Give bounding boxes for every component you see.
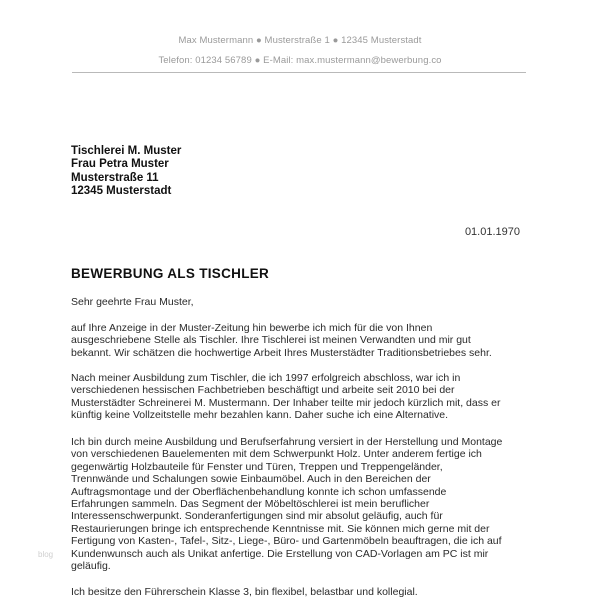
header-divider bbox=[72, 72, 526, 73]
text-line: Nach meiner Ausbildung zum Tischler, die ich 1997 erfolgreich abschloss, war ich in bbox=[71, 372, 461, 384]
letter-subject: BEWERBUNG ALS TISCHLER bbox=[71, 266, 270, 281]
text-line: Restaurierungen bringe ich entsprechende Kenntnisse mit. Sie können mich gerne mit der bbox=[71, 522, 490, 535]
sender-contact-line: Telefon: 01234 56789 ● E-Mail: max.mustermann@bewerbung.co bbox=[158, 55, 442, 66]
sender-address-line: Max Mustermann ● Musterstraße 1 ● 12345 Musterstadt bbox=[178, 35, 422, 46]
letter-date: 01.01.1970 bbox=[464, 226, 520, 238]
salutation: Sehr geehrte Frau Muster, bbox=[71, 296, 194, 308]
text-line: Fertigung von Kasten-, Tafel-, Sitz-, Liege-, Büro- und Gartenmöbeln beauftragen, die ich auf bbox=[71, 535, 502, 548]
text-line: Ich besitze den Führerschein Klasse 3, bin flexibel, belastbar und kollegial. bbox=[71, 586, 418, 598]
text-line: Erfahrungen sammeln. Das Segment der Möbeltöschlerei ist mein beruflicher bbox=[71, 498, 430, 511]
text-line: bekannt. Wir schätzen die hochwertige Arbeit Ihres Musterstädter Traditionsbetriebes sehr. bbox=[71, 346, 492, 359]
text-line: Trennwände und Schalungen sowie Einbaumöbel. Auch in den Bereichen der bbox=[71, 473, 431, 486]
recipient-city: 12345 Musterstadt bbox=[71, 184, 172, 197]
paragraph-2 bbox=[71, 372, 541, 422]
recipient-company: Tischlerei M. Muster bbox=[71, 145, 182, 157]
watermark: blog bbox=[38, 550, 54, 559]
text-line: auf Ihre Anzeige in der Muster-Zeitung hin bewerbe ich mich für die von Ihnen bbox=[71, 322, 433, 334]
text-line: Ich bin durch meine Ausbildung und Berufserfahrung versiert in der Herstellung und Montage bbox=[71, 436, 503, 448]
paragraph-3 bbox=[71, 436, 541, 572]
text-line: Kundenwunsch auch als Unikat anfertige. Die Erstellung von CAD-Vorlagen am PC ist mir bbox=[71, 547, 489, 560]
text-line: ausgeschriebene Stelle als Tischler. Ihre Tischlerei ist meinen Verwandten und mir gut bbox=[71, 334, 471, 347]
text-line: geläufig. bbox=[71, 560, 111, 573]
text-line: von verschiedenen Bauelementen mit dem Schwerpunkt Holz. Unter anderem fertige ich bbox=[71, 448, 482, 461]
text-line: gegenwärtig Holzbauteile für Fenster und Türen, Treppen und Treppengeländer, bbox=[71, 460, 443, 473]
text-line: Auftragsmontage und der Oberflächenbehandlung konnte ich schon umfassende bbox=[71, 485, 447, 498]
recipient-contact: Frau Petra Muster bbox=[71, 158, 169, 171]
text-line: verschiedenen hessischen Fachbetrieben beschäftigt und arbeite seit 2010 bei der bbox=[71, 384, 455, 397]
paragraph-4 bbox=[71, 586, 541, 598]
recipient-street: Musterstraße 11 bbox=[71, 171, 159, 184]
recipient-address bbox=[71, 145, 181, 198]
paragraph-1 bbox=[71, 322, 541, 359]
text-line: Interessenschwerpunkt. Sonderanfertigungen sind mir absolut geläufig, auch für bbox=[71, 510, 443, 523]
text-line: Musterstädter Schreinerei M. Mustermann. Der Inhaber teilte mir jedoch kürzlich mit, dass er bbox=[71, 396, 501, 409]
text-line: künftig keine Vollzeitstelle mehr bezahlen kann. Daher suche ich eine Alternative. bbox=[71, 409, 449, 422]
